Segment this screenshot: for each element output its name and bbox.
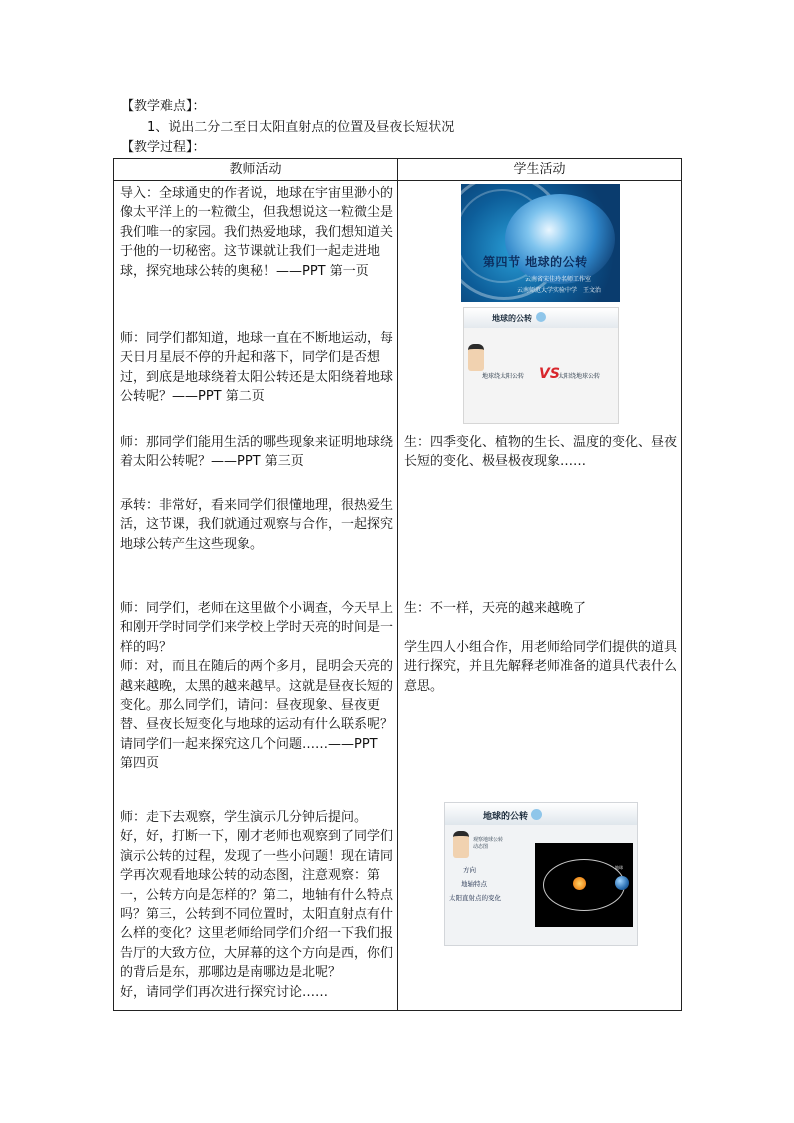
teacher-survey — [120, 599, 394, 774]
slide-3-list — [449, 863, 501, 905]
teacher-question-2 — [120, 433, 394, 472]
difficulty-item: 1、说出二分二至日太阳直射点的位置及昼夜长短状况 — [147, 120, 455, 135]
slide-1-studio: 云南省宋佳玲名师工作室 — [525, 276, 592, 283]
teacher-observation — [120, 808, 394, 1002]
teacher-paragraph: 师：同学们，老师在这里做个小调查，今天早上和刚开学时同学们来学校上学时天亮的时间是一样的吗？ — [120, 601, 394, 655]
teacher-paragraph: 导入：全球通史的作者说，地球在宇宙里渺小的像太平洋上的一粒微尘，但我想说这一粒微尘是我们唯一的家园。我们热爱地球，我们想知道关于他的一切秘密。这节课就让我们一起走进地球，探究地球公转的奥秘！——PPT 第一页 — [120, 186, 394, 279]
slide-3-caption: 观察地球公转动态图 — [473, 837, 504, 850]
col-header-teacher: 教师活动 — [114, 159, 398, 181]
teacher-paragraph: 好，请同学们再次进行探究讨论…… — [120, 984, 329, 1000]
teacher-paragraph: 承转：非常好，看来同学们很懂地理，很热爱生活，这节课，我们就通过观察与合作，一起探究地球公转产生这些现象。 — [120, 498, 394, 552]
slide-2-option-left: 地球绕太阳公转 — [482, 373, 525, 380]
teacher-paragraph: 师：同学们都知道，地球一直在不断地运动，每天日月星辰不停的升起和落下，同学们是否想过，到底是地球绕着太阳公转还是太阳绕着地球公转呢？——PPT 第二页 — [120, 331, 394, 405]
ppt-slide-3-thumbnail — [444, 802, 638, 946]
earth-image — [505, 194, 615, 284]
difficulty-heading: 【教学难点】： — [121, 99, 206, 114]
teacher-intro — [120, 184, 394, 281]
student-response-1: 生：四季变化、植物的生长、温度的变化、昼夜长短的变化、极昼极夜现象…… — [404, 435, 678, 470]
planet-label: 地球 — [615, 865, 623, 870]
slide-3-header: 地球的公转 — [483, 812, 529, 822]
slide-2-option-right: 太阳绕地球公转 — [558, 373, 601, 380]
ppt-slide-2-thumbnail — [463, 307, 619, 424]
slide-2-vs: VS — [539, 366, 560, 382]
student-cell — [398, 181, 682, 1011]
slide-2-header: 地球的公转 — [492, 314, 532, 323]
process-heading: 【教学过程】： — [121, 140, 206, 155]
teacher-paragraph: 师：走下去观察，学生演示几分钟后提问。 — [120, 810, 368, 825]
slide-1-title: 第四节 地球的公转 — [483, 255, 588, 269]
col-header-student: 学生活动 — [398, 159, 682, 181]
slide-3-item: 地轴特点 — [461, 880, 487, 888]
slide-3-item: 太阳直射点的变化 — [449, 894, 501, 902]
slide-1-school: 云南师范大学实验中学 王文治 — [517, 287, 602, 294]
cartoon-student-icon — [453, 831, 469, 858]
teacher-question-1 — [120, 329, 394, 407]
sun-icon — [573, 877, 586, 890]
speech-bubble-icon — [536, 312, 546, 322]
speech-bubble-icon — [531, 809, 542, 820]
teacher-paragraph: 好，好，打断一下，刚才老师也观察到了同学们演示公转的过程，发现了一些小问题！现在请同学再次观看地球公转的动态图，注意观察：第一，公转方向是怎样的？第二，地轴有什么特点吗？第三，公转到不同位置时，太阳直射点有什么样的变化？这里老师给同学们介绍一下我们报告厅的大致方位，大屏幕的这个方向是西，你们的背后是东，那哪边是南哪边是北呢？ — [120, 829, 394, 981]
lesson-table — [113, 158, 682, 1011]
earth-icon — [615, 876, 629, 890]
teacher-paragraph: 师：对，而且在随后的两个多月，昆明会天亮的越来越晚，太黑的越来越早。这就是昼夜长短的变化。那么同学们，请问：昼夜现象、昼夜更替、昼夜长短变化与地球的运动有什么联系呢？请同学们一起来探究这几个问题……——PPT 第四页 — [120, 659, 394, 772]
cartoon-student-icon — [468, 344, 484, 371]
slide-3-item: 方向 — [463, 866, 476, 874]
teacher-transition — [120, 496, 394, 554]
teacher-cell — [114, 181, 398, 1011]
ppt-slide-1-thumbnail — [461, 184, 620, 302]
student-response-3: 学生四人小组合作，用老师给同学们提供的道具进行探究，并且先解释老师准备的道具代表什么意思。 — [404, 640, 678, 694]
student-response-2: 生：不一样，天亮的越来越晚了 — [404, 601, 587, 616]
teacher-paragraph: 师：那同学们能用生活的哪些现象来证明地球绕着太阳公转呢？——PPT 第三页 — [120, 435, 394, 470]
orbit-animation — [535, 843, 633, 927]
